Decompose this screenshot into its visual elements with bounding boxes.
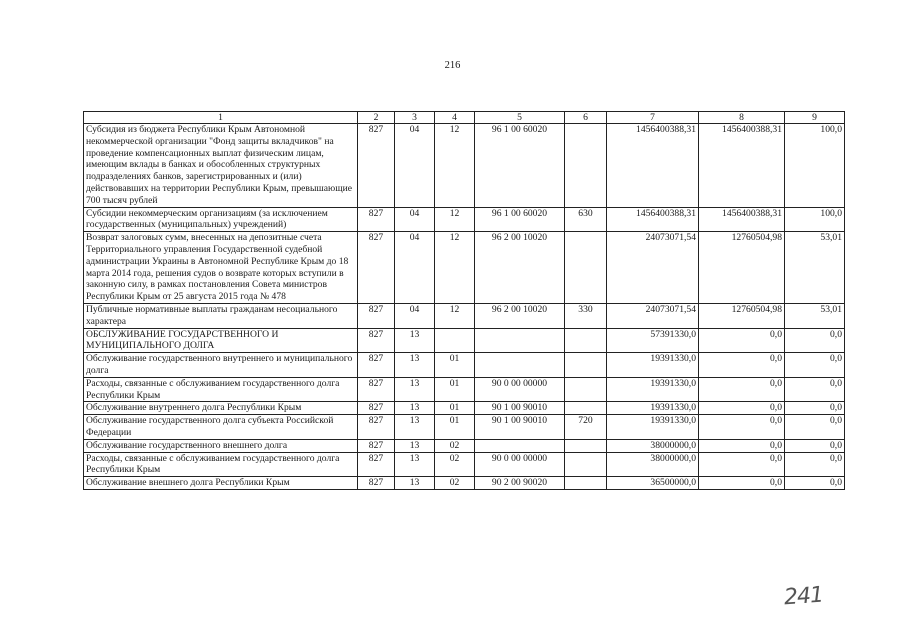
target-article-cell: 90 2 00 90020 [475,477,565,490]
chapter-code-cell: 827 [358,452,395,477]
planned-amount-cell: 19391330,0 [607,353,699,378]
subsection-code-cell: 12 [435,232,475,304]
planned-amount-cell: 1456400388,31 [607,124,699,208]
budget-table [83,111,845,490]
column-header: 1 [84,112,358,124]
subsection-code-cell: 12 [435,207,475,232]
subsection-code-cell: 01 [435,402,475,415]
section-code-cell: 13 [395,452,435,477]
chapter-code-cell: 827 [358,353,395,378]
table-row [84,124,845,208]
target-article-cell [475,353,565,378]
section-code-cell: 13 [395,377,435,402]
expense-type-cell [565,232,607,304]
chapter-code-cell: 827 [358,377,395,402]
target-article-cell: 96 1 00 60020 [475,207,565,232]
table-row [84,452,845,477]
percent-cell: 0,0 [785,377,845,402]
executed-amount-cell: 1456400388,31 [699,124,785,208]
column-header: 4 [435,112,475,124]
table-row [84,232,845,304]
row-name-cell: Возврат залоговых сумм, внесенных на депозитные счета Территориального управления Государственной судебной администрации Украины в Автономной Республике Крым до 18 марта 2014 года, решения судов о возврате которых вступили в законную силу, в рамках постановления Совета министров Республики Крым от 25 августа 2015 года № 478 [84,232,358,304]
expense-type-cell [565,377,607,402]
target-article-cell: 90 0 00 00000 [475,452,565,477]
chapter-code-cell: 827 [358,124,395,208]
column-header: 9 [785,112,845,124]
target-article-cell [475,328,565,353]
planned-amount-cell: 19391330,0 [607,415,699,440]
planned-amount-cell: 36500000,0 [607,477,699,490]
chapter-code-cell: 827 [358,439,395,452]
section-code-cell: 04 [395,124,435,208]
expense-type-cell [565,124,607,208]
table-row [84,439,845,452]
row-name-cell: Публичные нормативные выплаты гражданам несоциального характера [84,303,358,328]
row-name-cell: Обслуживание внешнего долга Республики Крым [84,477,358,490]
percent-cell: 0,0 [785,452,845,477]
target-article-cell: 96 1 00 60020 [475,124,565,208]
section-code-cell: 04 [395,207,435,232]
column-header: 5 [475,112,565,124]
percent-cell: 0,0 [785,439,845,452]
row-name-cell: Обслуживание государственного долга субъекта Российской Федерации [84,415,358,440]
section-code-cell: 13 [395,402,435,415]
planned-amount-cell: 1456400388,31 [607,207,699,232]
chapter-code-cell: 827 [358,207,395,232]
chapter-code-cell: 827 [358,328,395,353]
percent-cell: 0,0 [785,328,845,353]
executed-amount-cell: 0,0 [699,439,785,452]
executed-amount-cell: 0,0 [699,377,785,402]
subsection-code-cell: 01 [435,415,475,440]
percent-cell: 0,0 [785,353,845,378]
planned-amount-cell: 19391330,0 [607,377,699,402]
expense-type-cell: 630 [565,207,607,232]
section-code-cell: 13 [395,353,435,378]
table-row [84,377,845,402]
subsection-code-cell: 02 [435,452,475,477]
chapter-code-cell: 827 [358,303,395,328]
row-name-cell: Обслуживание государственного внутреннего и муниципального долга [84,353,358,378]
row-name-cell: Обслуживание государственного внешнего долга [84,439,358,452]
subsection-code-cell: 02 [435,439,475,452]
row-name-cell: ОБСЛУЖИВАНИЕ ГОСУДАРСТВЕННОГО И МУНИЦИПАЛЬНОГО ДОЛГА [84,328,358,353]
percent-cell: 0,0 [785,477,845,490]
row-name-cell: Субсидии некоммерческим организациям (за исключением государственных (муниципальных) учреждений) [84,207,358,232]
chapter-code-cell: 827 [358,477,395,490]
column-header: 8 [699,112,785,124]
row-name-cell: Субсидия из бюджета Республики Крым Автономной некоммерческой организации "Фонд защиты вкладчиков" на проведение компенсационных выплат физическим лицам, имеющим вклады в банках и обособленных структурных подразделениях банков, зарегистрированных и (или) действовавших на территории Республики Крым, превышающие 700 тысяч рублей [84,124,358,208]
target-article-cell: 96 2 00 10020 [475,303,565,328]
expense-type-cell [565,328,607,353]
expense-type-cell: 720 [565,415,607,440]
subsection-code-cell [435,328,475,353]
table-row [84,402,845,415]
section-code-cell: 04 [395,232,435,304]
executed-amount-cell: 0,0 [699,353,785,378]
expense-type-cell [565,402,607,415]
handwritten-note: 241 [783,582,824,611]
column-header: 7 [607,112,699,124]
row-name-cell: Расходы, связанные с обслуживанием государственного долга Республики Крым [84,377,358,402]
subsection-code-cell: 12 [435,124,475,208]
executed-amount-cell: 12760504,98 [699,303,785,328]
subsection-code-cell: 12 [435,303,475,328]
chapter-code-cell: 827 [358,232,395,304]
row-name-cell: Обслуживание внутреннего долга Республики Крым [84,402,358,415]
expense-type-cell [565,477,607,490]
expense-type-cell [565,452,607,477]
column-header: 6 [565,112,607,124]
planned-amount-cell: 57391330,0 [607,328,699,353]
row-name-cell: Расходы, связанные с обслуживанием государственного долга Республики Крым [84,452,358,477]
percent-cell: 53,01 [785,303,845,328]
section-code-cell: 13 [395,415,435,440]
table-row [84,328,845,353]
target-article-cell: 90 0 00 00000 [475,377,565,402]
target-article-cell: 96 2 00 10020 [475,232,565,304]
table-row [84,415,845,440]
section-code-cell: 13 [395,439,435,452]
section-code-cell: 04 [395,303,435,328]
table-row [84,207,845,232]
header-row [84,112,845,124]
expense-type-cell [565,439,607,452]
percent-cell: 53,01 [785,232,845,304]
executed-amount-cell: 0,0 [699,415,785,440]
percent-cell: 0,0 [785,402,845,415]
expense-type-cell [565,353,607,378]
subsection-code-cell: 02 [435,477,475,490]
percent-cell: 100,0 [785,207,845,232]
planned-amount-cell: 19391330,0 [607,402,699,415]
table-row [84,303,845,328]
subsection-code-cell: 01 [435,377,475,402]
page-number: 216 [444,60,461,71]
executed-amount-cell: 0,0 [699,477,785,490]
executed-amount-cell: 12760504,98 [699,232,785,304]
executed-amount-cell: 0,0 [699,328,785,353]
executed-amount-cell: 0,0 [699,402,785,415]
executed-amount-cell: 0,0 [699,452,785,477]
expense-type-cell: 330 [565,303,607,328]
column-header: 3 [395,112,435,124]
target-article-cell: 90 1 00 90010 [475,415,565,440]
column-header: 2 [358,112,395,124]
planned-amount-cell: 38000000,0 [607,439,699,452]
planned-amount-cell: 38000000,0 [607,452,699,477]
chapter-code-cell: 827 [358,415,395,440]
section-code-cell: 13 [395,328,435,353]
executed-amount-cell: 1456400388,31 [699,207,785,232]
percent-cell: 0,0 [785,415,845,440]
table-row [84,477,845,490]
section-code-cell: 13 [395,477,435,490]
subsection-code-cell: 01 [435,353,475,378]
chapter-code-cell: 827 [358,402,395,415]
target-article-cell: 90 1 00 90010 [475,402,565,415]
table-row [84,353,845,378]
percent-cell: 100,0 [785,124,845,208]
planned-amount-cell: 24073071,54 [607,232,699,304]
planned-amount-cell: 24073071,54 [607,303,699,328]
target-article-cell [475,439,565,452]
